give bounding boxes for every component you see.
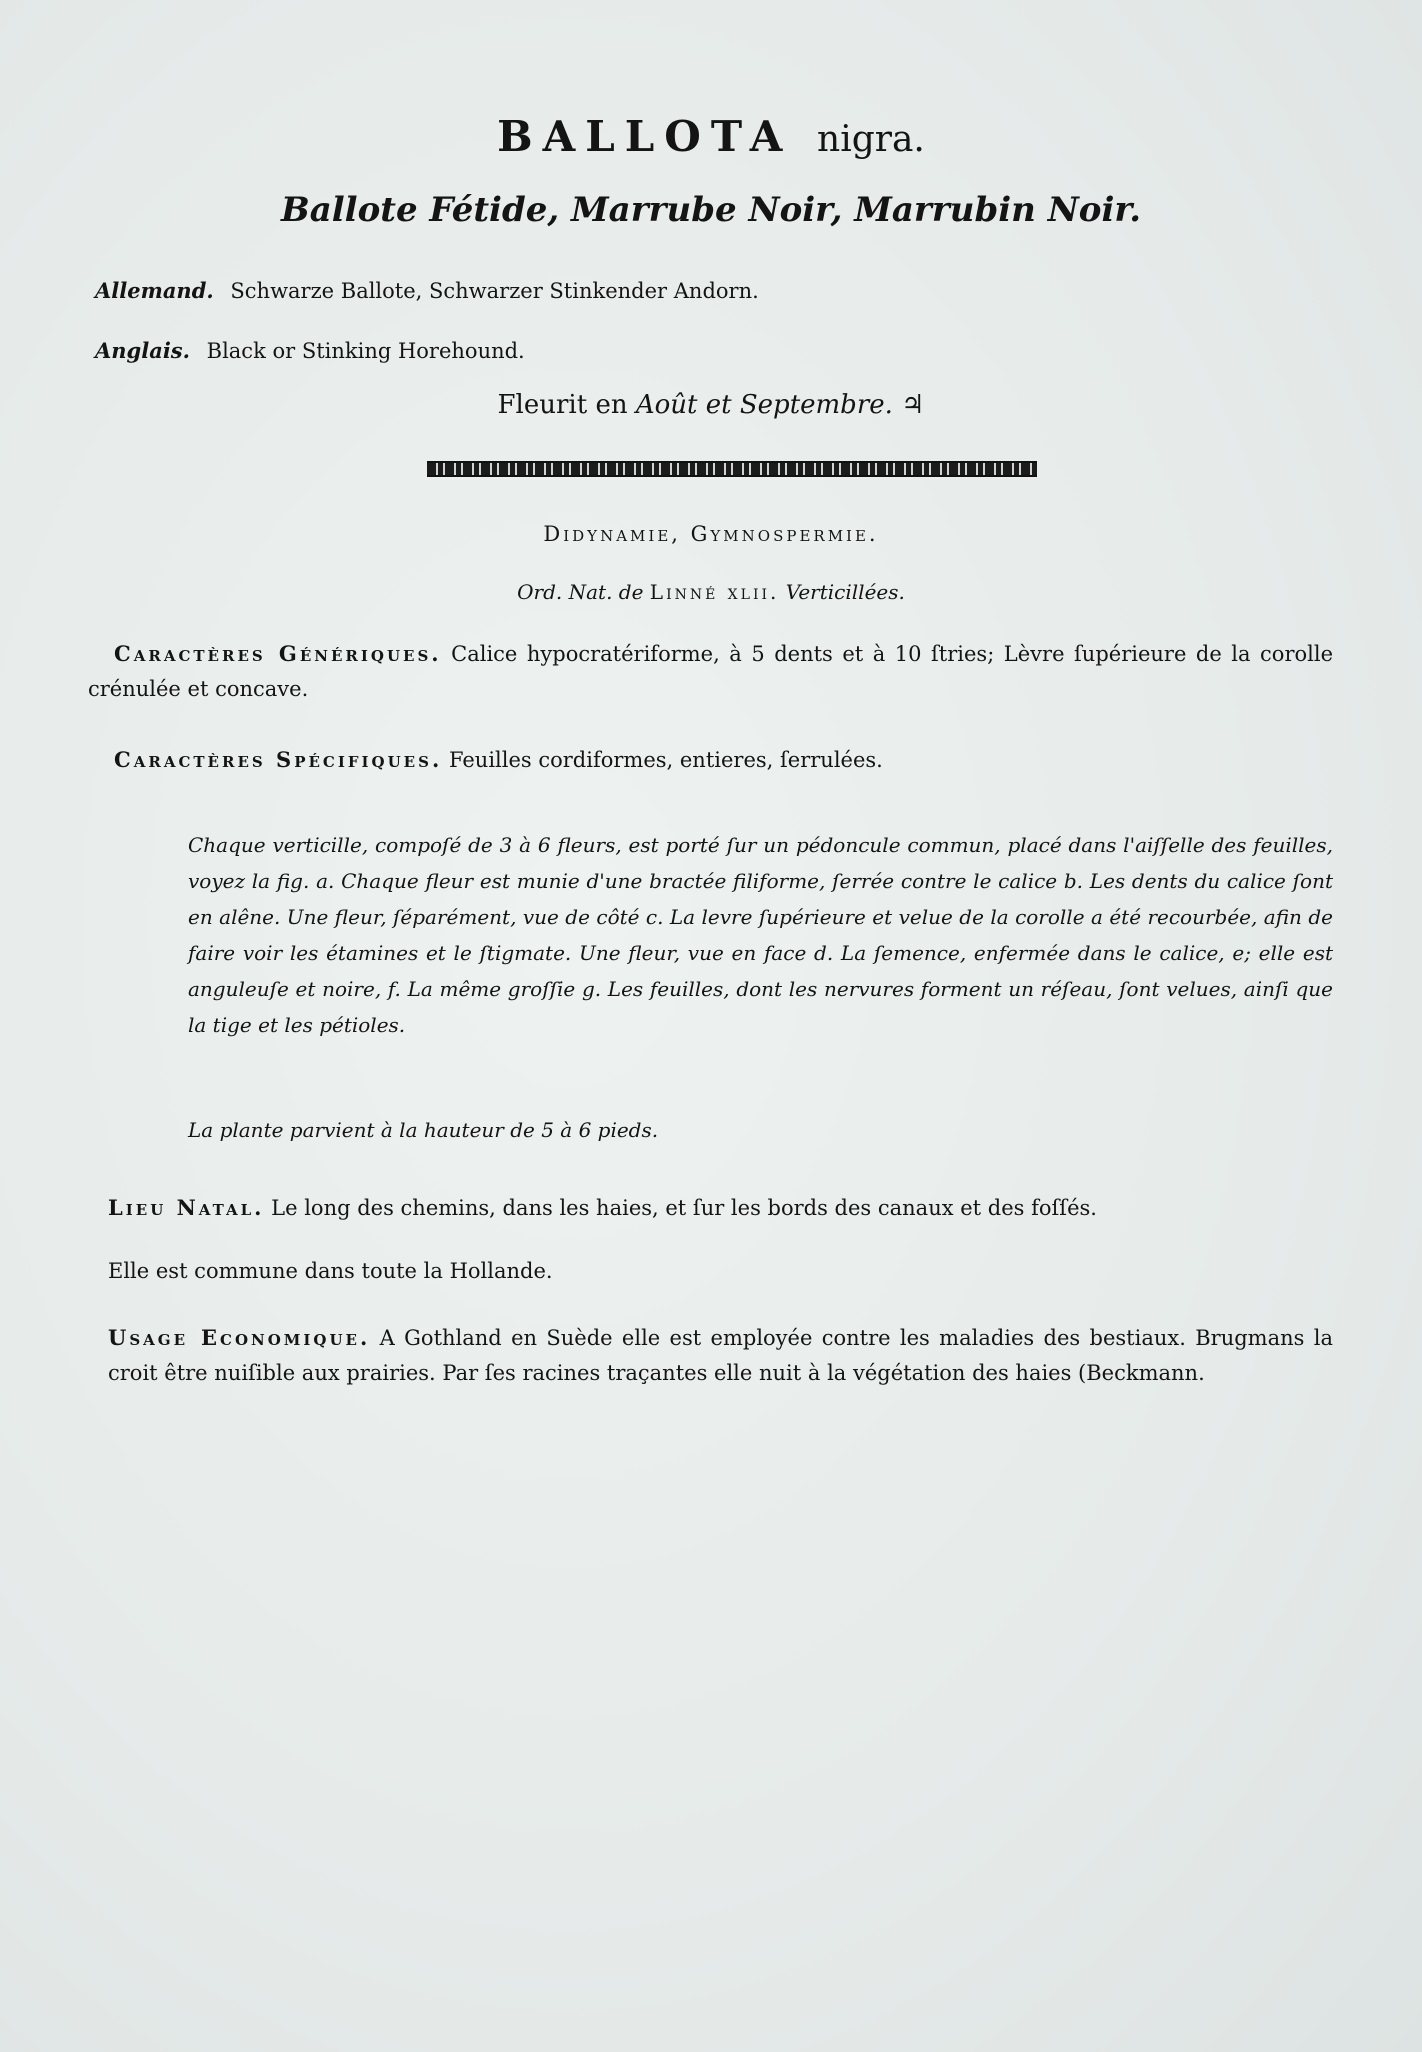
flowering-line — [0, 390, 1422, 420]
specific-characters — [114, 742, 1333, 778]
genus-name: BALLOTA — [497, 112, 793, 161]
habitat-paragraph — [108, 1190, 1333, 1226]
german-name: Schwarze Ballote, Schwarzer Stinkender Andorn. — [230, 279, 759, 303]
perennial-symbol: ♃ — [901, 390, 925, 420]
generic-label: Caractères Génériques. — [114, 641, 442, 666]
linnaean-class: Didynamie, Gymnospermie. — [543, 522, 879, 546]
ornamental-rule — [427, 461, 1037, 477]
page-title — [0, 112, 1422, 161]
french-common-names: Ballote Fétide, Marrube Noir, Marrubin Noir. — [280, 190, 1142, 230]
habitat-note: Elle est commune dans toute la Hollande. — [108, 1259, 553, 1283]
flowering-prefix: Fleurit en — [497, 390, 628, 420]
specific-text: Feuilles cordiformes, entieres, ſerrulées. — [448, 748, 883, 772]
usage-label: Usage Economique. — [108, 1325, 371, 1350]
usage-text: A Gothland en Suède elle est employée contre les maladies des bestiaux. Brugmans la croit être nuiſible aux prairies. Par ſes racines traçantes elle nuit à la végétation des haies (Beckmann. — [108, 1326, 1333, 1385]
english-label: Anglais. — [95, 338, 190, 363]
natural-order-line — [0, 580, 1422, 604]
generic-text: Calice hypocratériforme, à 5 dents et à 10 ſtries; Lèvre ſupérieure de la corolle crénulée et concave. — [88, 642, 1333, 701]
generic-characters — [88, 636, 1333, 707]
english-name-line — [95, 338, 525, 363]
english-name: Black or Stinking Horehound. — [206, 339, 525, 363]
specific-label: Caractères Spécifiques. — [114, 747, 443, 772]
economic-usage — [108, 1320, 1333, 1391]
order-name: Verticillées. — [785, 580, 905, 604]
flowering-months: Août et Septembre. — [635, 390, 893, 420]
habitat-text: Le long des chemins, dans les haies, et ſur les bords des canaux et des foſſés. — [271, 1196, 1097, 1220]
order-prefix: Ord. Nat. de — [517, 580, 644, 604]
linne-reference: Linné xlii. — [649, 580, 780, 604]
species-name: nigra. — [817, 119, 925, 160]
german-name-line — [95, 278, 759, 303]
german-label: Allemand. — [95, 278, 214, 303]
plant-height: La plante parvient à la hauteur de 5 à 6 pieds. — [188, 1118, 659, 1142]
plant-description: Chaque verticille, compoſé de 3 à 6 fleurs, est porté ſur un pédoncule commun, placé dans l'aiſſelle des feuilles, voyez la fig. a. Chaque fleur est munie d'une bractée filiforme, ſerrée contre le calice b. Les dents du calice ſont en alêne. Une fleur, ſéparément, vue de côté c. La levre ſupérieure et velue de la corolle a été recourbée, afin de faire voir les étamines et le ſtigmate. Une fleur, vue en face d. La ſemence, enfermée dans le calice, e; elle est anguleuſe et noire, f. La même groſſie g. Les feuilles, dont les nervures forment un réſeau, ſont velues, ainſi que la tige et les pétioles. — [188, 833, 1333, 1037]
habitat-label: Lieu Natal. — [108, 1195, 265, 1220]
